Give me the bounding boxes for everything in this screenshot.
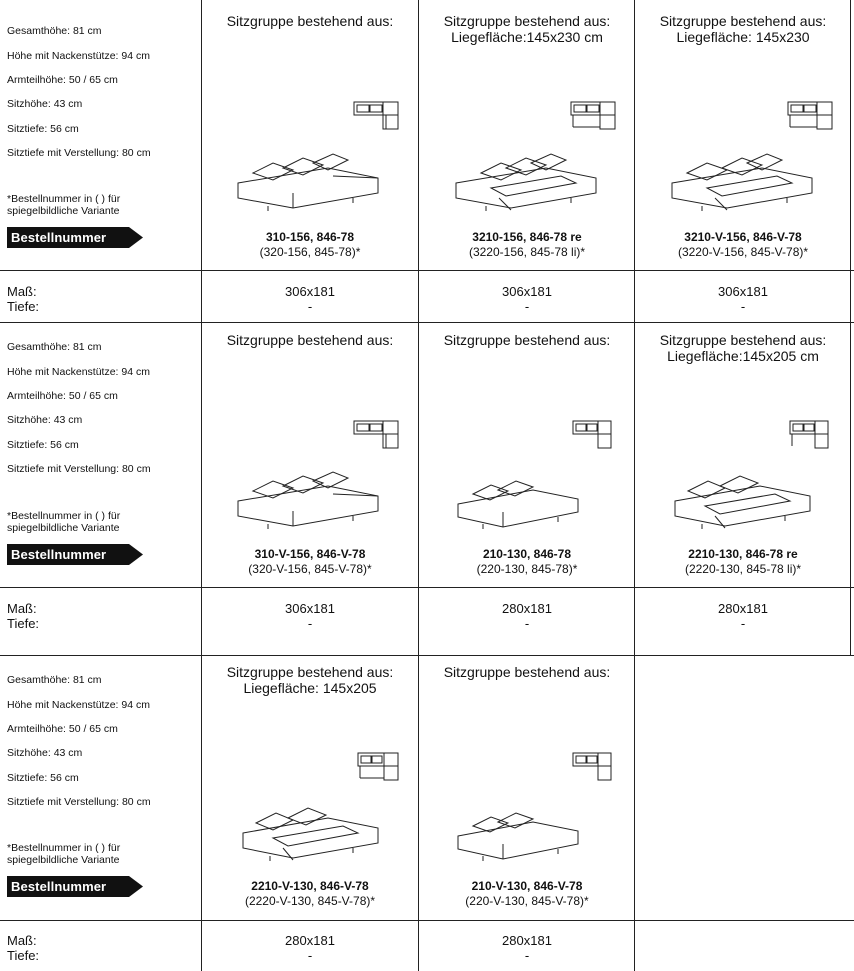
mirror-article-number: (220-V-130, 845-V-78)* (465, 894, 589, 908)
article-number: 210-130, 846-78 (220-130, 845-78)* (419, 547, 635, 577)
floorplan-icon (357, 752, 399, 782)
tiefe-value: - (740, 299, 746, 314)
sofa-illustration (667, 148, 817, 218)
floorplan-icon (353, 101, 399, 131)
tiefe-value: - (307, 948, 313, 963)
spec-line: Sitztiefe mit Verstellung: 80 cm (7, 147, 151, 160)
row-divider (0, 587, 854, 588)
cell-title: Sitzgruppe bestehend aus: (443, 664, 611, 680)
article-number: 3210-156, 846-78 re (3220-156, 845-78 li)* (419, 230, 635, 260)
mirror-article-number: (2220-V-130, 845-V-78)* (244, 894, 376, 908)
order-number-label: Bestellnummer (11, 230, 107, 245)
spec-line: Sitzhöhe: 43 cm (7, 414, 83, 427)
article-number: 210-V-130, 846-V-78 (220-V-130, 845-V-78)* (419, 879, 635, 909)
spec-line: Armteilhöhe: 50 / 65 cm (7, 74, 118, 87)
order-number-badge (7, 876, 143, 897)
floorplan-icon (787, 101, 833, 131)
tiefe-label: Tiefe: (7, 616, 40, 631)
mirror-article-number: (220-130, 845-78)* (476, 562, 578, 576)
sofa-illustration (453, 804, 583, 869)
spec-line: Sitztiefe: 56 cm (7, 438, 79, 451)
row-divider (0, 655, 854, 656)
mass-label: Maß: (7, 933, 37, 948)
sofa-illustration (233, 148, 383, 218)
sofa-illustration (233, 466, 383, 536)
cell-title: Sitzgruppe bestehend aus: Liegefläche: 145x230 (659, 13, 827, 45)
cell-title: Sitzgruppe bestehend aus: (226, 332, 394, 348)
floorplan-icon (789, 420, 829, 450)
spec-line: Höhe mit Nackenstütze: 94 cm (7, 365, 150, 378)
floorplan-icon (572, 420, 612, 450)
mass-value: 306x181 (285, 284, 335, 299)
mirror-article-number: (3220-156, 845-78 li)* (468, 245, 586, 259)
cell-title: Sitzgruppe bestehend aus: (443, 332, 611, 348)
mirror-note: *Bestellnummer in ( ) für spiegelbildliche Variante (7, 510, 121, 535)
mirror-note: *Bestellnummer in ( ) für spiegelbildliche Variante (7, 193, 121, 218)
mass-value: 280x181 (285, 933, 335, 948)
mass-value: 306x181 (502, 284, 552, 299)
spec-line: Armteilhöhe: 50 / 65 cm (7, 723, 118, 736)
cell-title: Sitzgruppe bestehend aus: (226, 13, 394, 29)
column-divider (634, 0, 635, 971)
mirror-article-number: (320-V-156, 845-V-78)* (248, 562, 372, 576)
mass-value: 306x181 (718, 284, 768, 299)
mass-value: 306x181 (285, 601, 335, 616)
tiefe-label: Tiefe: (7, 948, 40, 963)
floorplan-icon (570, 101, 616, 131)
tiefe-label: Tiefe: (7, 299, 40, 314)
mirror-article-number: (3220-V-156, 845-V-78)* (677, 245, 809, 259)
spec-line: Höhe mit Nackenstütze: 94 cm (7, 49, 150, 62)
article-number: 310-156, 846-78 (320-156, 845-78)* (202, 230, 418, 260)
sofa-illustration (451, 148, 601, 218)
tiefe-value: - (524, 299, 530, 314)
order-number-badge (7, 227, 143, 248)
tiefe-value: - (307, 616, 313, 631)
mass-value: 280x181 (502, 601, 552, 616)
spec-line: Sitztiefe: 56 cm (7, 771, 79, 784)
tiefe-value: - (524, 616, 530, 631)
mirror-article-number: (320-156, 845-78)* (259, 245, 361, 259)
column-divider (201, 0, 202, 971)
mass-value: 280x181 (718, 601, 768, 616)
mass-label: Maß: (7, 284, 37, 299)
spec-line: Sitztiefe: 56 cm (7, 122, 79, 135)
spec-line: Sitztiefe mit Verstellung: 80 cm (7, 463, 151, 476)
column-divider (850, 0, 851, 322)
spec-line: Sitztiefe mit Verstellung: 80 cm (7, 796, 151, 809)
spec-line: Armteilhöhe: 50 / 65 cm (7, 390, 118, 403)
cell-title: Sitzgruppe bestehend aus: Liegefläche: 145x205 (226, 664, 394, 696)
spec-line: Sitzhöhe: 43 cm (7, 747, 83, 760)
spec-line: Gesamthöhe: 81 cm (7, 674, 102, 687)
specs-list (7, 329, 151, 488)
spec-line: Höhe mit Nackenstütze: 94 cm (7, 698, 150, 711)
cell-title: Sitzgruppe bestehend aus: Liegefläche:145x230 cm (443, 13, 611, 45)
tiefe-value: - (740, 616, 746, 631)
specs-list (7, 662, 151, 821)
article-number: 2210-V-130, 846-V-78 (2220-V-130, 845-V-78)* (202, 879, 418, 909)
article-number: 2210-130, 846-78 re (2220-130, 845-78 li)* (635, 547, 851, 577)
order-number-badge (7, 544, 143, 565)
article-number: 3210-V-156, 846-V-78 (3220-V-156, 845-V-78)* (635, 230, 851, 260)
tiefe-value: - (307, 299, 313, 314)
sofa-illustration (238, 798, 383, 870)
sofa-illustration (670, 466, 815, 536)
spec-line: Gesamthöhe: 81 cm (7, 25, 102, 38)
spec-line: Gesamthöhe: 81 cm (7, 341, 102, 354)
order-number-label: Bestellnummer (11, 879, 107, 894)
floorplan-icon (353, 420, 399, 450)
article-number: 310-V-156, 846-V-78 (320-V-156, 845-V-78)* (202, 547, 418, 577)
specs-list (7, 13, 151, 172)
column-divider (418, 0, 419, 971)
order-number-label: Bestellnummer (11, 547, 107, 562)
mass-label: Maß: (7, 601, 37, 616)
mass-value: 280x181 (502, 933, 552, 948)
mirror-article-number: (2220-130, 845-78 li)* (684, 562, 802, 576)
cell-title: Sitzgruppe bestehend aus: Liegefläche:145x205 cm (659, 332, 827, 364)
row-divider (0, 322, 854, 323)
row-divider (0, 270, 854, 271)
spec-line: Sitzhöhe: 43 cm (7, 98, 83, 111)
row-divider (0, 920, 854, 921)
mirror-note: *Bestellnummer in ( ) für spiegelbildliche Variante (7, 842, 121, 867)
sofa-illustration (453, 472, 583, 537)
floorplan-icon (572, 752, 612, 782)
tiefe-value: - (524, 948, 530, 963)
